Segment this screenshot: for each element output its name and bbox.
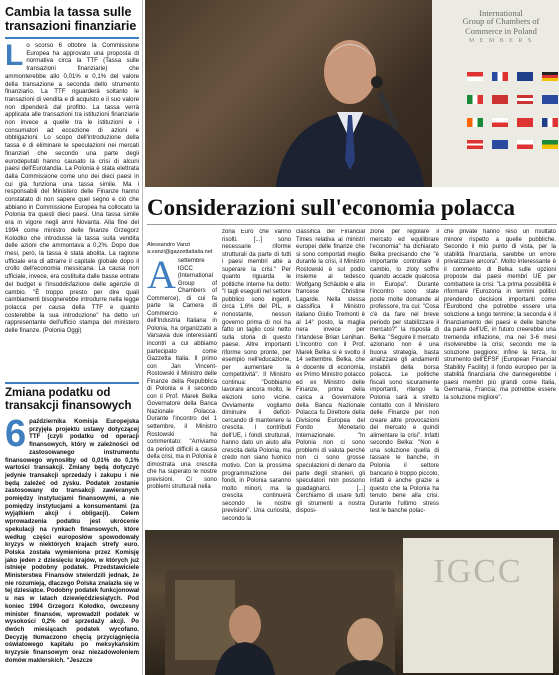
headline-italian: Cambia la tassa sulle transazioni finanziarie — [5, 5, 137, 33]
title-rule — [147, 224, 557, 225]
story-polish-text: października Komisja Europejska przyjęła projektu ustawy dotyczącej TTF (czyli podatku od operacji finansowych, który w zależności od zastosowanego instrumentu finansowego wynosiłby od 0,01% do 0,1% wartości transakcji. Zmiany będą dotyczyć jedynie transakcji sprzedaży i zakupu i nie będą zależeć od zysku. Podatek zostanie zastosowany do transakcji zawieranych pomiędzy instytucjami finansowymi, a nie pomiędzy instytucjami a konsumentami (za wyjątkiem akcji i obligacji). Celem wprowadzenia podatku jest ukrócenie spekulacji na rynkach finansowych, które według części europosłów spowodowały kryzys w niektórych krajach strefy euro. Polska została wymieniona przez Komisję jako jeden z dziesięciu krajów, w których już istnieje podobny podatek. Przedstawiciele Ministerstwa Finansów stwierdzili jednak, że nie rozumieją, dlaczego Polska znalazła się w tej dziesiątce. Podobny podatek funkcjonował u nas w latach dziewięćdziesiątych. Pod koniec 1994 Grzegorz Kołodko, ówczesny minister finansów, wprowadził podatek w wysokości 0,2% od sprzedaży akcji. Po dwóch miesiącach podatek wycofano. Decyzję tłumaczono chęcią przyciągnięcia oświatowego kapitału po meksykańskim kryzysie finansowym oraz niezadowoleniem domów maklerskich. "Jeszcze — [5, 418, 139, 664]
story-italian — [5, 42, 139, 372]
article-column-2: zona Euro che vanno risolti. [...] sono necessarie riforme strutturali da parte di tutti i paesi membri atte a superare la crisi." Per quanto riguarda le politiche interne ha detto: "I tagli eseguiti nel settore pubblico sono ingenti, circa 1,6% del PIL, e nonostante, nessun governo prima di noi ha fatto un taglio così netto sulla storia di questo paese. Altre importanti riforme sono pronte, per esempio nell'educazione, per aumentare la competitività". Il Ministro continua: "Dobbiamo lavorare ancora molto, le elezioni sono vicine. Ovviamente vogliamo diminuire il deficit-cercando di mantenere la crescita. I contributi dell'UE, i fondi strutturali, hanno dato un aiuto alla crescita della Polonia, ma credo non siano fuonico motivo. Con la prossima programmazione dei fondi, in Polonia saranno molto minori, ma la crescita continuerà secondo le nostre previsioni". Una curiosità, secondo la — [222, 229, 291, 522]
article-column-1-text: settembre IGCC (International Group of Chambers of Commerce), di cui fa parte la Camera di Commercio e dell'Industria Italiana in Polonia, ha organizzato a Varsavia due interessanti incontri a cui abbiamo partecipato come Gazzetta Italia. Il primo con Jan Vincent-Rostowski il Ministro delle Finanze della Repubblica di Polonia e il secondo con il Prof. Marek Belka Governatore della Banca Nazionale Polacca. Durante l'incontro del 1 settembre, il Ministro Rostowski ha commentato: "Arriviamo da periodi difficili a causa della crisi, ma in Polonia è dimostrata una crescita che ha superato le nostre previsioni. Ci sono problemi strutturali nella — [147, 258, 217, 491]
article-column-5: che private hanno reso un risultato minore rispetto a quelle pubbliche. Secondo il mio punto di vista, per la stabilità finanziaria, sarebbe un errore privatizzare ancora". Molto interessante è il commento di Belka sulle opzioni proposte dai paesi membri UE per combattere la crisi: "La prima possibilità è riformare l'Eurozona in termini politici prendendo decisioni importanti come l'Eurobond che potrebbe essere una soluzione a lungo termine; la seconda è il finanziamento dei paesi e delle banche da parte dell'UE, in futuro creerebbe una tremenda inflazione, ma nei 3-6 mesi risolverebbe la crisi; secondo me la soluzione peggiore; infine la terza, lo strumento dell'EFSF (European Financial Stability Facility) il fondo europeo per la stabilità finanziaria che dannegerebbe i paesi membri più grandi come Italia, Germania, Francia; ma potrebbe essere la soluzione migliore". — [444, 229, 556, 402]
flag-icon — [492, 95, 508, 104]
drop-cap: L — [5, 42, 24, 72]
column-divider — [142, 0, 143, 675]
article-title: Considerazioni sull'economia polacca — [147, 195, 515, 220]
photo-conference — [145, 530, 559, 675]
byline — [147, 242, 217, 256]
conference-figures — [165, 570, 395, 675]
logo-text: IGCC — [433, 553, 523, 590]
flag-icon — [542, 95, 558, 104]
headline-polish: Zmiana podatku od transakcji finansowych — [5, 387, 132, 412]
left-column — [0, 0, 141, 675]
flag-icon — [542, 72, 558, 81]
story-italian-text: o scorso 6 ottobre la Commissione Europea ha approvato una proposta di normativa circa la TTF (Tassa sulle transazioni finanziarie) che ammonterebbe allo 0,01% e 0,1% del valore della transazione a seconda dello strumento finanziario. La TTF riguarderà soltanto le transazioni di vendita e di acquisto e il suo valore non dipenderà dal profitto. La tassa verrà applicata alle transazioni tra istituzioni finanziarie non invece a quelle tra le istituzioni e i consumatori ad eccezione di azioni e obbligazioni. Lo scopo dell'introduzione della tassa è di eliminare le speculazioni nei mercati finanziari che secondo una parte degli eurodeputati hanno causato la crisi di alcuni paesi dell'Eurolandia. La Polonia è stata elettrata dalla Commissione come uno dei dieci paesi in cui già funziona una tassa simile. Ma i responsabili del Ministero delle Finanze hanno constatato di non sapere quel segno e ciò che abbiano in Commissione Europea ha collocato la Polonia tra questi dieci paesi. Una tassa simile era in vigore negli anni Novanta. Alla fine del 1994 come ministro delle finanze Grzegorz Kolodko che introdusse la tassa sulla vendita delle azioni che ammontava a 0,2%. Dopo due mesi, però, la tassa è stata abolita. La ragione ufficiale era di attrarre il capitale globale dopo il crollo dell'economia messicana. La causa non ufficiale, invece, era costituita dalle basse entrate del budget e l'insoddisfazione delle agenzie di cambio. "È troppo presto per dire quali cambiamenti bisognerebbe introdurre nella legge polacca per causa della TTF e quanto costerebbe la sua introduzione" ha detto un rappresentante dell'ufficio stampa del ministero delle finanze. (Polonia Oggi) — [5, 42, 139, 335]
flag-icon — [517, 140, 533, 149]
igcc-banner — [432, 0, 559, 187]
section-divider — [5, 382, 139, 384]
flag-icon — [467, 140, 483, 149]
banner-line2: Group of Chambers of Commerce in Poland — [462, 16, 540, 36]
drop-cap: A — [147, 258, 176, 297]
banner-line1: International — [479, 8, 523, 18]
article-column-4: zione per regolare il mercato ed equilibrare l'economia" ha dichiarato Belka precisando che "è importante controllare il cambio, lo zloty soffre quando accade qualcosa in Europa". Durante l'incontro sono state poste molte domande al professore, tra cui: "Cosa c'è da fare nel breve periodo per stabilizzare il mercato?" la risposta di Belka: "Seguire il mercato azionario non è una buona strategia, basta analizzare gli andamenti instabili della borsa polacca. Le politiche fiscali sono sicuramente importanti, ritengo la Polonia sarà a stretto contatto con il Ministero delle Finanze per non creare altre provocazioni del mercato e quindi alimentare la crisi". Infatti secondo Belka: "Non è una soluzione quella di tassare le banche, in Polonia il settore bancario è troppo piccolo, infatti è anche grazie a questo che la Polonia ha tenuto bene alla crisi. Durante l'ultimo stress test le banche polac- — [370, 229, 439, 515]
flag-icon — [467, 72, 483, 81]
flag-icon — [542, 140, 558, 149]
story-polish — [5, 418, 139, 673]
headline-rule — [5, 37, 139, 39]
flag-icon — [492, 118, 508, 127]
article-column-1 — [147, 258, 217, 558]
author-email[interactable]: a.vanzi@gazzettaitalia.net — [147, 249, 213, 255]
speaker-figure — [265, 20, 435, 187]
article-column-3: classifica del Financial Times relativa ai ministri europei delle finanze che si sono comportati meglio durante la crisi, il Ministro Rostowski è sul podio insieme al tedesco Wolfgang Schäuble e alla francese Christine Lagarde. Nella stessa classifica il Ministro italiano Giulio Tremonti è al 14° posto, la maglia nera invece per l'irlandese Brian Lenihan. L'incontro con il Prof. Marek Belka si è svolto il 14 settembre. Belka, che è docente di economia, ex Primo Ministro polacco ed ex Ministro delle Finanze, prima della carica a Governatore della Banca Nazionale Polacca fu Direttore della Divisione Europea del Fondo Monetario Internazionale. "In Polonia non ci sono problemi di valuta perché non ci sono grosse speculazioni di denaro da parte degli stranieri, gli speculatori non possono guadagnarci. [...] Cerchiamo di usare tutti gli strumenti a nostra disposi- — [296, 229, 365, 515]
flag-icon — [492, 140, 508, 149]
flag-icon — [467, 118, 483, 127]
flag-icon — [542, 118, 558, 127]
igcc-logo-board — [403, 538, 553, 673]
drop-cap: 6 — [5, 418, 27, 455]
author-name: Alessandro Vanzi — [147, 242, 191, 248]
flag-icon — [517, 118, 533, 127]
banner-line3: M E M B E R S — [468, 38, 534, 44]
flag-icon — [492, 72, 508, 81]
flag-icon — [517, 72, 533, 81]
flag-icon — [517, 95, 533, 104]
photo-speaker — [145, 0, 559, 187]
flag-icon — [467, 95, 483, 104]
